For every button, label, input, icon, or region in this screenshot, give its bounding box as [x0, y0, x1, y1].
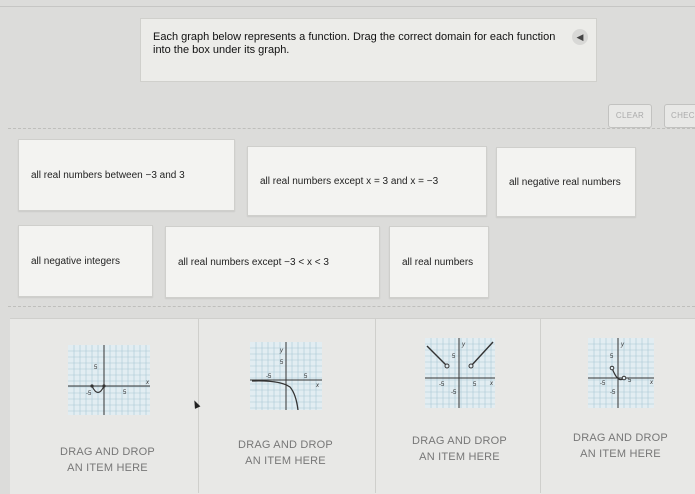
- drop-zone-text: AN ITEM HERE: [580, 448, 661, 460]
- tick-label: 5: [280, 360, 284, 366]
- tick-label: 5: [628, 378, 632, 384]
- tick-label: -5: [266, 374, 272, 380]
- drop-zone-1[interactable]: [40, 444, 175, 476]
- drop-zone-text: DRAG AND DROP: [60, 446, 155, 458]
- instructions-panel: [140, 18, 597, 82]
- drop-zone-3[interactable]: [392, 433, 527, 465]
- axis-label: x: [650, 380, 653, 386]
- drop-zone-4[interactable]: [553, 430, 688, 462]
- drop-zone-text: AN ITEM HERE: [419, 451, 500, 463]
- items-area-top-border: [8, 128, 695, 129]
- axis-label: y: [621, 342, 624, 348]
- tick-label: 5: [610, 354, 614, 360]
- clear-button[interactable]: CLEAR: [608, 104, 652, 128]
- tick-label: -5: [439, 382, 445, 388]
- drag-item-except-3-and-neg3[interactable]: [247, 146, 487, 216]
- drag-item-label: all negative integers: [31, 255, 120, 267]
- graph-1: [68, 345, 150, 415]
- drop-zone-text: AN ITEM HERE: [245, 455, 326, 467]
- drop-zone-text: AN ITEM HERE: [67, 462, 148, 474]
- tick-label: -5: [610, 390, 616, 396]
- drag-item-negative-reals[interactable]: [496, 147, 636, 217]
- drag-item-label: all real numbers between −3 and 3: [31, 169, 185, 181]
- tick-label: -5: [600, 381, 606, 387]
- instructions-text: Each graph below represents a function. Drag the correct domain for each function into the box under its graph.: [153, 31, 556, 56]
- speaker-icon[interactable]: ◀: [572, 29, 588, 45]
- top-divider: [0, 6, 695, 7]
- items-area-bottom-border: [8, 306, 695, 307]
- graph-3: [425, 338, 495, 408]
- graph-2: [250, 342, 322, 410]
- tick-label: 5: [304, 374, 308, 380]
- axis-label: x: [316, 383, 319, 389]
- drop-zone-text: DRAG AND DROP: [238, 439, 333, 451]
- graph-4: [588, 338, 654, 408]
- tick-label: 5: [123, 390, 127, 396]
- tick-label: 5: [94, 365, 98, 371]
- drag-item-label: all real numbers except x = 3 and x = −3: [260, 175, 439, 187]
- drag-item-label: all negative real numbers: [509, 176, 621, 188]
- tick-label: -5: [451, 390, 457, 396]
- column-divider: [540, 318, 541, 493]
- drop-zone-text: DRAG AND DROP: [573, 432, 668, 444]
- drop-zone-2[interactable]: [218, 437, 353, 469]
- axis-label: y: [462, 342, 465, 348]
- check-button[interactable]: CHEC: [664, 104, 695, 128]
- drop-zone-text: DRAG AND DROP: [412, 435, 507, 447]
- tick-label: 5: [452, 354, 456, 360]
- drag-item-except-interval[interactable]: [165, 226, 380, 298]
- drag-item-label: all real numbers: [402, 256, 474, 268]
- axis-label: y: [280, 348, 283, 354]
- drag-item-label: all real numbers except −3 < x < 3: [178, 256, 329, 268]
- axis-label: x: [490, 381, 493, 387]
- column-divider: [375, 318, 376, 493]
- tick-label: -5: [86, 391, 92, 397]
- drag-item-negative-integers[interactable]: [18, 225, 153, 297]
- drag-item-all-reals[interactable]: [389, 226, 489, 298]
- drag-item-between-neg3-and-3[interactable]: [18, 139, 235, 211]
- tick-label: 5: [473, 382, 477, 388]
- axis-label: x: [146, 380, 149, 386]
